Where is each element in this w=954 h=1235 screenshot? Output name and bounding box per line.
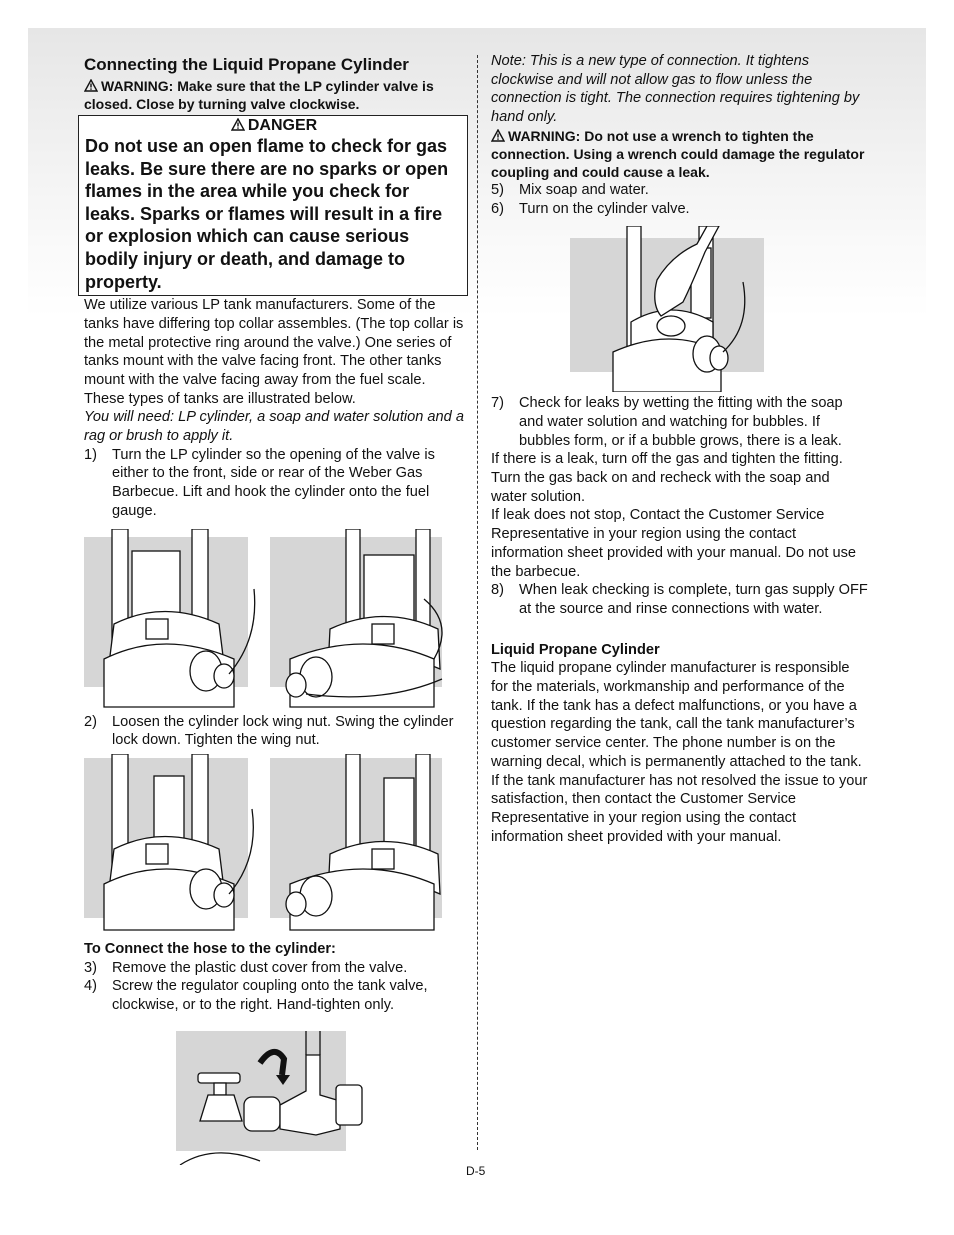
step-number: 8)	[491, 582, 504, 599]
step-4	[84, 977, 464, 1014]
danger-box	[78, 115, 468, 296]
warning-triangle-icon	[84, 79, 98, 92]
step-text: Remove the plastic dust cover from the valve.	[112, 959, 408, 976]
step-text: Turn on the cylinder valve.	[519, 200, 690, 217]
step-5	[491, 181, 869, 200]
step-number: 5)	[491, 181, 504, 198]
right-column	[491, 52, 869, 846]
step-6	[491, 200, 869, 219]
you-will-need: You will need: LP cylinder, a soap and water solution and a rag or brush to apply it.	[84, 409, 464, 445]
step-number: 3)	[84, 959, 97, 976]
leak-paragraph-2: If leak does not stop, Contact the Customer Service Representative in your region using the contact information sheet provided with your manual. Do not use the barbecue.	[491, 507, 857, 580]
cylinder-lock-illustration	[84, 754, 464, 932]
leak-paragraph-1: If there is a leak, turn off the gas and tighten the fitting. Turn the gas back on and recheck with the soap and water solution.	[491, 451, 843, 505]
step-text: Screw the regulator coupling onto the tank valve, clockwise, or to the right. Hand-tighten only.	[112, 978, 428, 1014]
figure-open-valve	[491, 226, 869, 392]
connection-note: Note: This is a new type of connection. It tightens clockwise and will not allow gas to flow unless the connection is tight. The connection requires tightening by hand only.	[491, 53, 860, 126]
section-title: Connecting the Liquid Propane Cylinder	[84, 55, 409, 74]
tank-hook-illustration	[84, 529, 464, 709]
step-number: 4)	[84, 978, 97, 995]
page-number: D-5	[466, 1164, 486, 1178]
step-number: 6)	[491, 200, 504, 217]
step-2	[84, 713, 464, 750]
warning-valve-closed	[84, 77, 464, 113]
left-column	[84, 52, 464, 1165]
open-valve-illustration	[491, 226, 869, 392]
hand-tighten-illustration	[84, 1025, 464, 1165]
warning-no-wrench	[491, 127, 869, 181]
danger-text: Do not use an open flame to check for gas leaks. Be sure there are no sparks or open flames in the area while you check for leaks. Sparks or flames will result in a fire or explosion which can cause serious bodily injury or death, and damage to property.	[85, 136, 449, 292]
step-text: Check for leaks by wetting the fitting with the soap and water solution and watching for bubbles. If bubbles form, or if a bubble grows, there is a leak.	[519, 395, 843, 449]
step-text: Loosen the cylinder lock wing nut. Swing the cylinder lock down. Tighten the wing nut.	[112, 713, 454, 749]
step-number: 7)	[491, 395, 504, 412]
warning-triangle-icon	[491, 129, 505, 142]
danger-heading	[85, 116, 463, 135]
warning-no-wrench-text: WARNING: Do not use a wrench to tighten the connection. Using a wrench could damage the regulator coupling and could cause a leak.	[491, 127, 865, 180]
step-number: 1)	[84, 446, 97, 463]
step-7	[491, 394, 869, 450]
step-text: When leak checking is complete, turn gas supply OFF at the source and rinse connections with water.	[519, 582, 868, 617]
step-text: Turn the LP cylinder so the opening of the valve is either to the front, side or rear of the Weber Gas Barbecue. Lift and hook the cylinder onto the fuel gauge.	[112, 446, 435, 519]
step-number: 2)	[84, 713, 97, 730]
step-text: Mix soap and water.	[519, 181, 649, 198]
step-3	[84, 959, 464, 978]
lp-cylinder-paragraph: The liquid propane cylinder manufacturer is responsible for the materials, workmanship and performance of the tank. If the tank has a defect malfunctions, or you have a question regarding the tank, call the tank manufacturer’s customer service center. The phone number is on the warning decal, which is permanently attached to the tank. If the tank manufacturer has not resolved the issue to your satisfaction, then contact the Customer Service Representative in your region using the contact information sheet provided with your manual.	[491, 660, 868, 845]
column-divider	[477, 55, 478, 1150]
warning-valve-closed-text: WARNING: Make sure that the LP cylinder valve is closed. Close by turning valve clockwise.	[84, 78, 434, 112]
figure-row-cylinder-lock	[84, 754, 464, 932]
lp-cylinder-heading: Liquid Propane Cylinder	[491, 641, 660, 658]
hose-connect-heading: To Connect the hose to the cylinder:	[84, 941, 336, 957]
figure-hand-tighten	[84, 1025, 464, 1165]
step-1	[84, 446, 464, 521]
figure-row-tank-orientation	[84, 529, 464, 709]
step-8	[491, 581, 869, 618]
intro-paragraph: We utilize various LP tank manufacturers. Some of the tanks have differing top collar assembles. (The top collar is the metal protective ring around the valve.) One series of tanks mount with the valve facing front. The other tanks mount with the valve facing away from the fuel scale. These types of tanks are illustrated below.	[84, 297, 464, 407]
warning-triangle-icon	[231, 118, 245, 131]
danger-label: DANGER	[247, 117, 318, 134]
